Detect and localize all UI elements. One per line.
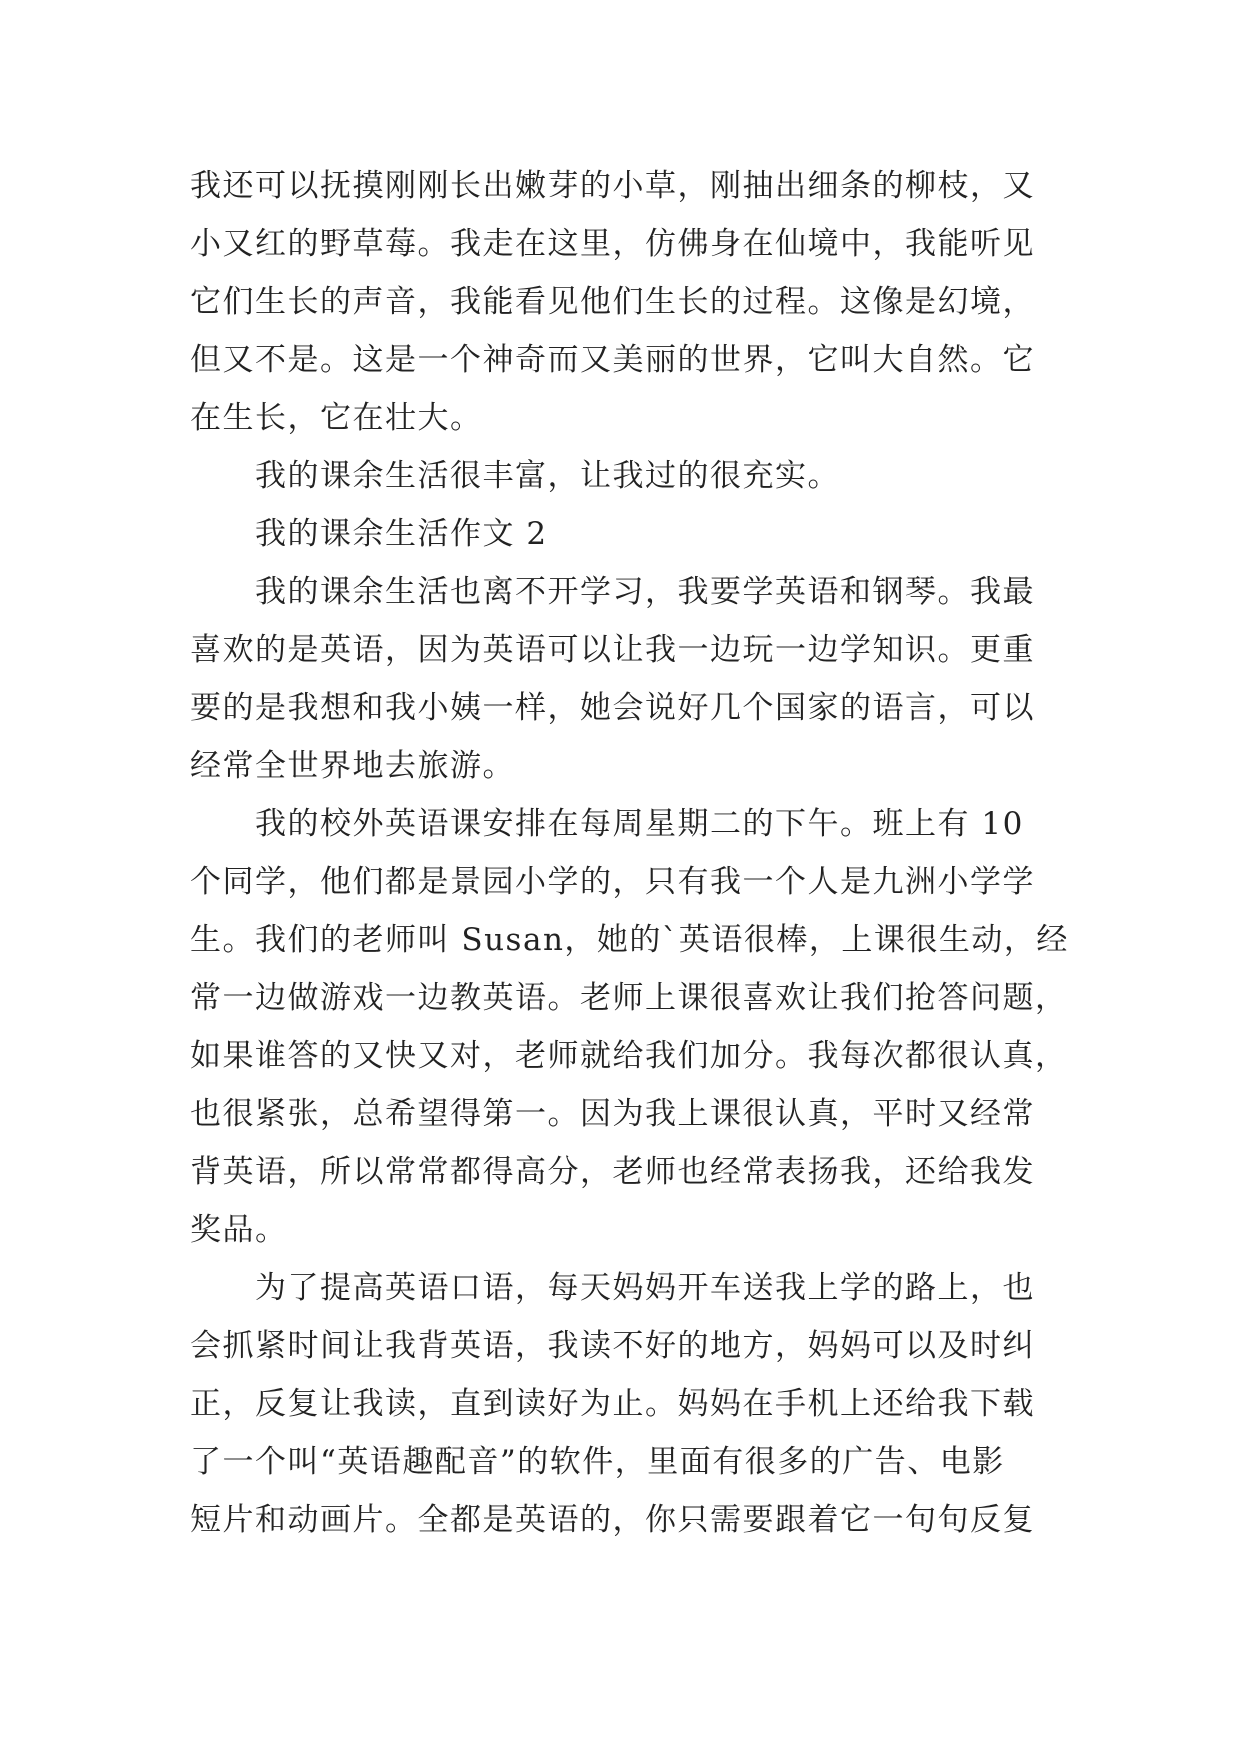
- text-line: 我的课余生活也离不开学习，我要学英语和钢琴。我最: [255, 574, 1035, 610]
- text-line: 也很紧张，总希望得第一。因为我上课很认真，平时又经常: [190, 1096, 1035, 1132]
- text-line: 喜欢的是英语，因为英语可以让我一边玩一边学知识。更重: [190, 632, 1035, 668]
- text-line: 生。我们的老师叫 Susan，她的`英语很棒，上课很生动，经: [190, 922, 1069, 958]
- text-line: 我还可以抚摸刚刚长出嫩芽的小草，刚抽出细条的柳枝，又: [190, 168, 1035, 204]
- text-line: 小又红的野草莓。我走在这里，仿佛身在仙境中，我能听见: [190, 226, 1035, 262]
- text-line: 如果谁答的又快又对，老师就给我们加分。我每次都很认真，: [190, 1038, 1068, 1074]
- text-line: 要的是我想和我小姨一样，她会说好几个国家的语言，可以: [190, 690, 1035, 726]
- text-line: 它们生长的声音，我能看见他们生长的过程。这像是幻境，: [190, 284, 1035, 320]
- text-line: 了一个叫“英语趣配音”的软件，里面有很多的广告、电影: [190, 1444, 1005, 1480]
- text-line: 在生长，它在壮大。: [190, 400, 483, 436]
- text-line: 正，反复让我读，直到读好为止。妈妈在手机上还给我下载: [190, 1386, 1035, 1422]
- text-line: 个同学，他们都是景园小学的，只有我一个人是九洲小学学: [190, 864, 1035, 900]
- text-line: 会抓紧时间让我背英语，我读不好的地方，妈妈可以及时纠: [190, 1328, 1035, 1364]
- text-line: 奖品。: [190, 1212, 288, 1248]
- text-line: 短片和动画片。全都是英语的，你只需要跟着它一句句反复: [190, 1502, 1035, 1538]
- text-line: 但又不是。这是一个神奇而又美丽的世界，它叫大自然。它: [190, 342, 1035, 378]
- text-line: 经常全世界地去旅游。: [190, 748, 515, 784]
- section-heading: 我的课余生活作文 2: [255, 516, 548, 552]
- text-line: 我的课余生活很丰富，让我过的很充实。: [255, 458, 840, 494]
- text-line: 背英语，所以常常都得高分，老师也经常表扬我，还给我发: [190, 1154, 1035, 1190]
- text-line: 我的校外英语课安排在每周星期二的下午。班上有 10: [255, 806, 1024, 842]
- text-line: 常一边做游戏一边教英语。老师上课很喜欢让我们抢答问题，: [190, 980, 1068, 1016]
- text-line: 为了提高英语口语，每天妈妈开车送我上学的路上，也: [255, 1270, 1035, 1306]
